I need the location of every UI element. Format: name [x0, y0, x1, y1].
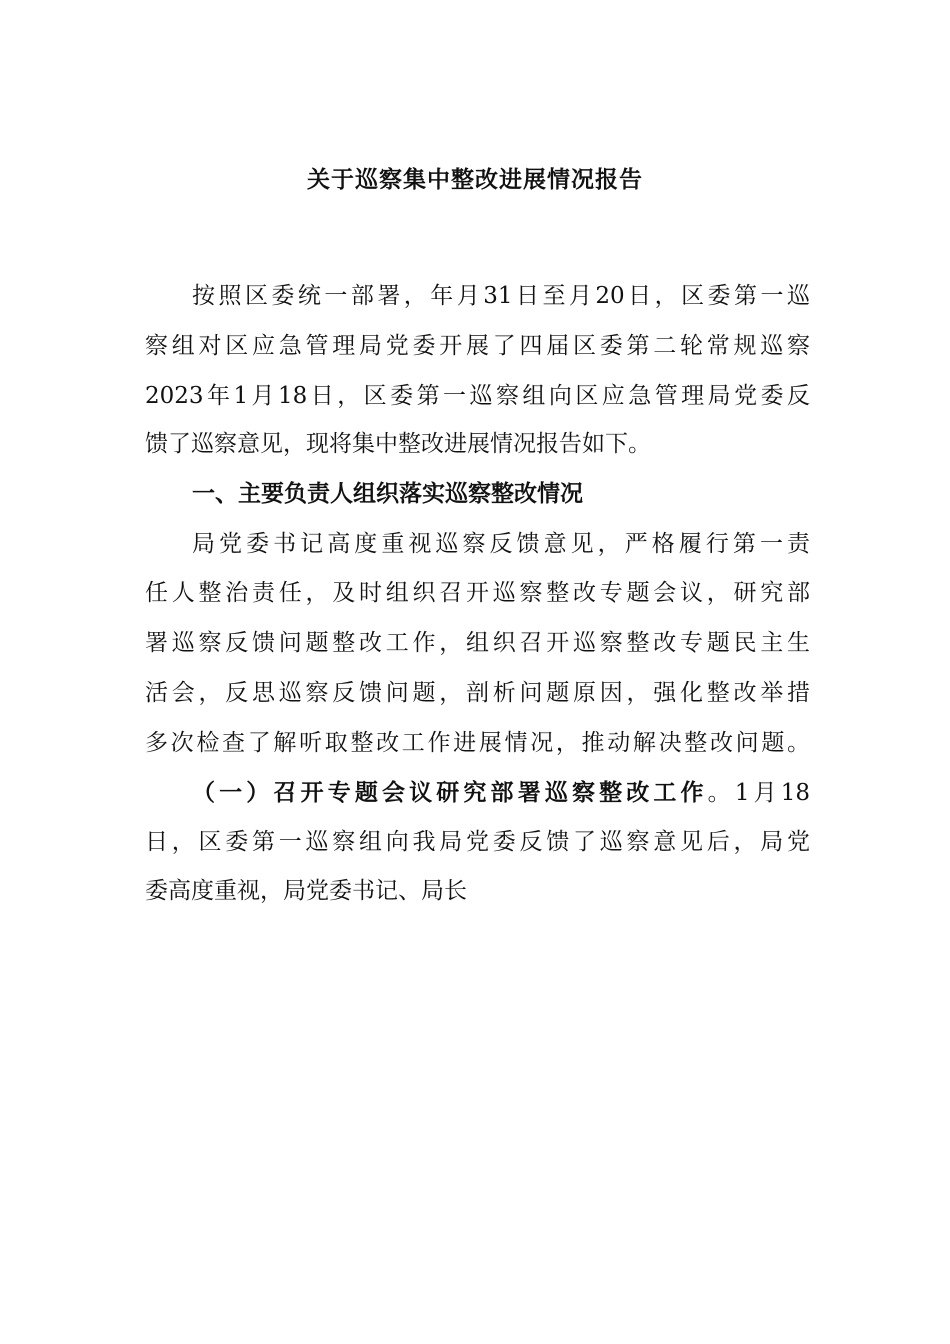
- paragraph-line: 馈了巡察意见，现将集中整改进展情况报告如下。: [145, 431, 651, 457]
- paragraph-line: 按照区委统一部署，年月31日至月20日，区委第一巡: [192, 283, 810, 309]
- paragraph-line: 活会，反思巡察反馈问题，剖析问题原因，强化整改举措: [145, 680, 810, 706]
- paragraph-line: 委高度重视，局党委书记、局长: [145, 878, 467, 904]
- paragraph-line: 2023年1月18日，区委第一巡察组向区应急管理局党委反: [145, 383, 810, 409]
- paragraph-text: 。1月18: [707, 780, 810, 806]
- paragraph-line: 察组对区应急管理局党委开展了四届区委第二轮常规巡察: [145, 333, 810, 359]
- section-heading: 一、主要负责人组织落实巡察整改情况: [192, 480, 583, 507]
- paragraph-line: 日，区委第一巡察组向我局党委反馈了巡察意见后，局党: [145, 829, 810, 855]
- paragraph-line: 任人整治责任，及时组织召开巡察整改专题会议，研究部: [145, 580, 810, 606]
- paragraph-line: 署巡察反馈问题整改工作，组织召开巡察整改专题民主生: [145, 630, 810, 656]
- paragraph-line: 多次检查了解听取整改工作进展情况，推动解决整改问题。: [145, 730, 810, 756]
- subsection-heading: （一）召开专题会议研究部署巡察整改工作: [192, 779, 708, 806]
- paragraph-line: 局党委书记高度重视巡察反馈意见，严格履行第一责: [192, 531, 810, 557]
- document-title: 关于巡察集中整改进展情况报告: [307, 166, 643, 193]
- paragraph-line: [192, 767, 810, 819]
